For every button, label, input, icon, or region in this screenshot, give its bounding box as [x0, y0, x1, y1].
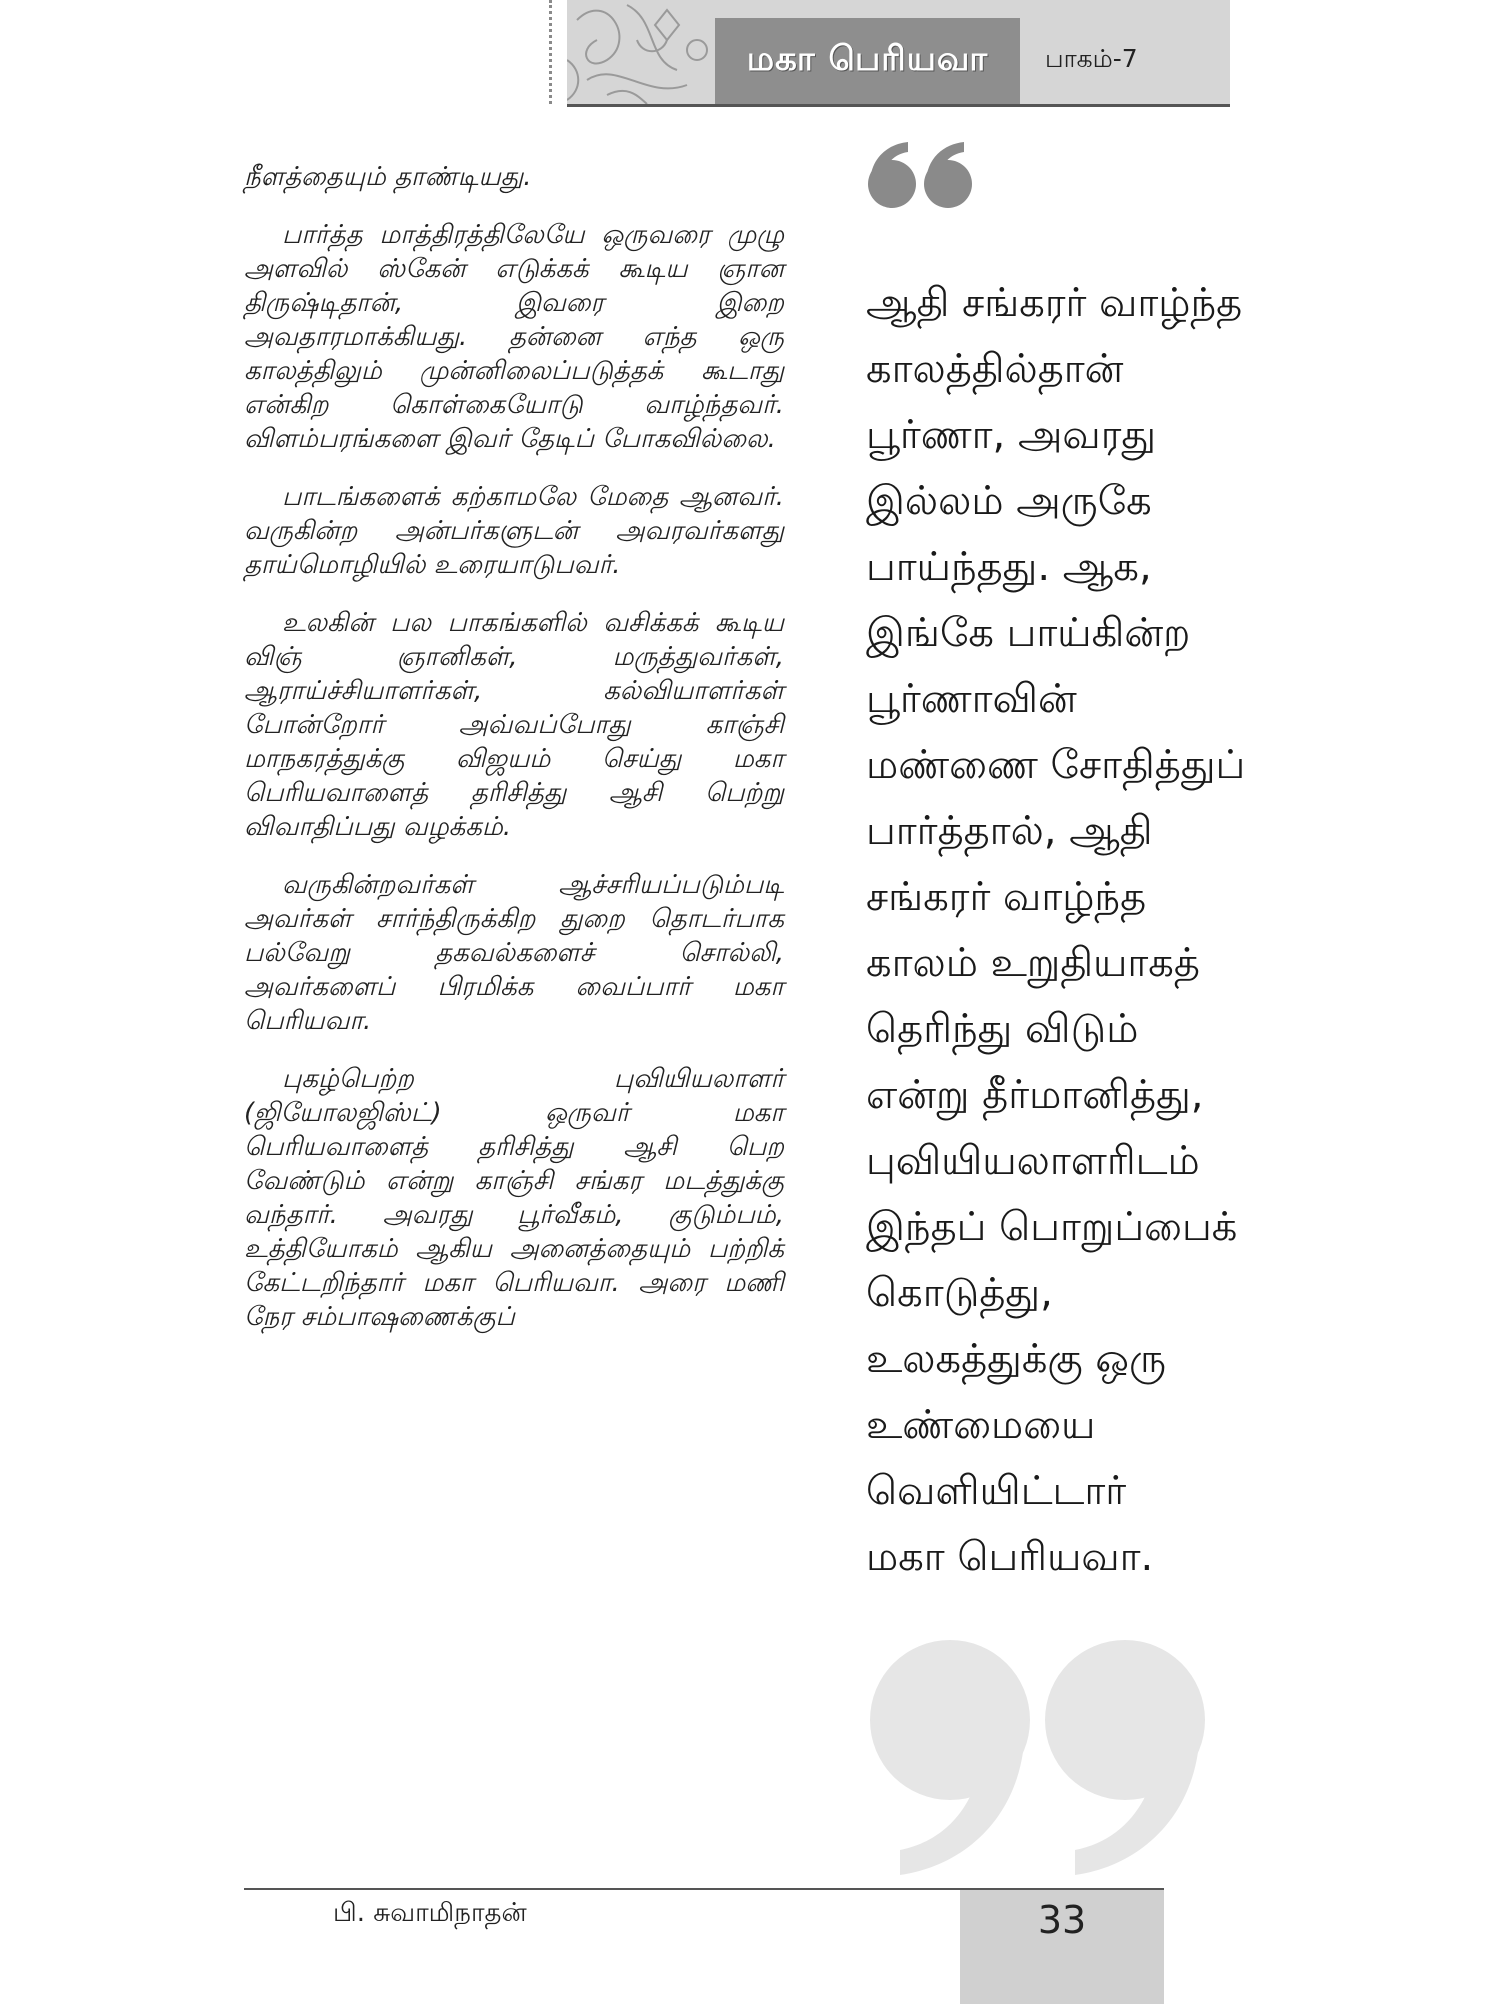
page-title: மகா பெரியவா: [746, 39, 989, 79]
pull-quote-line: பார்த்தால், ஆதி: [866, 808, 1153, 854]
pull-quote-line: புவியியலாளரிடம்: [866, 1138, 1200, 1184]
pull-quote-line: பூர்ணா, அவரது: [866, 412, 1157, 458]
pull-quote-line: இந்தப் பொறுப்பைக்: [866, 1204, 1238, 1250]
body-paragraph: நீளத்தையும் தாண்டியது.: [244, 162, 532, 192]
body-paragraph: பார்த்த மாத்திரத்திலேயே ஒருவரை முழு அளவில் ஸ்கேன் எடுக்கக் கூடிய ஞான திருஷ்டிதான், இவரை இறை அவதாரமாக்கியது. தன்னை எந்த ஒரு காலத்திலும் முன்னிலைப்படுத்தக் கூடாது என்கிற கொள்கையோடு வாழ்ந்தவர். விளம்பரங்களை இவர் தேடிப் போகவில்லை.: [244, 220, 784, 454]
pull-quote-line: சங்கரர் வாழ்ந்த: [866, 874, 1147, 920]
pull-quote-line: பாய்ந்தது. ஆக,: [866, 544, 1152, 590]
header-dotted-rule: [549, 0, 552, 104]
pull-quote-line: தெரிந்து விடும்: [866, 1006, 1139, 1052]
body-column: [244, 160, 784, 1358]
pull-quote-line: மண்ணை சோதித்துப்: [866, 742, 1246, 788]
quote-open-icon: [862, 140, 982, 210]
pull-quote-line: மகா பெரியவா.: [866, 1534, 1154, 1580]
header-bottom-rule: [567, 104, 1230, 107]
pull-quote-line: உலகத்துக்கு ஒரு: [866, 1336, 1167, 1382]
footer-author: பி. சுவாமிநாதன்: [333, 1898, 527, 1928]
pull-quote: [866, 270, 1266, 1590]
header-ornament-icon: [567, 0, 717, 104]
pull-quote-line: காலம் உறுதியாகத்: [866, 940, 1200, 986]
pull-quote-line: ஆதி சங்கரர் வாழ்ந்த: [866, 280, 1243, 326]
pull-quote-line: வெளியிட்டார்: [866, 1468, 1127, 1514]
body-paragraph: வருகின்றவர்கள் ஆச்சரியப்படும்படி அவர்கள் சார்ந்திருக்கிற துறை தொடர்பாக பல்வேறு தகவல்களைச் சொல்லி, அவர்களைப் பிரமிக்க வைப்பார் மகா பெரியவா.: [244, 870, 784, 1036]
body-paragraph: பாடங்களைக் கற்காமலே மேதை ஆனவர். வருகின்ற அன்பர்களுடன் அவரவர்களது தாய்மொழியில் உரையாடுபவர்.: [244, 482, 784, 580]
quote-close-icon: [860, 1630, 1220, 1880]
pull-quote-line: கொடுத்து,: [866, 1270, 1053, 1316]
part-label: பாகம்-7: [1045, 44, 1138, 73]
pull-quote-line: பூர்ணாவின்: [866, 676, 1077, 722]
pull-quote-line: இங்கே பாய்கின்ற: [866, 610, 1191, 656]
body-paragraph: புகழ்பெற்ற புவியியலாளர் (ஜியோலஜிஸ்ட்) ஒருவர் மகா பெரியவாளைத் தரிசித்து ஆசி பெற வேண்டும் என்று காஞ்சி சங்கர மடத்துக்கு வந்தார். அவரது பூர்வீகம், குடும்பம், உத்தியோகம் ஆகிய அனைத்தையும் பற்றிக் கேட்டறிந்தார் மகா பெரியவா. அரை மணி நேர சம்பாஷணைக்குப்: [244, 1064, 784, 1332]
header-title-box: [715, 18, 1020, 104]
pull-quote-line: உண்மையை: [866, 1402, 1096, 1448]
pull-quote-line: இல்லம் அருகே: [866, 478, 1152, 524]
footer-page-box: [960, 1890, 1164, 2004]
page-number: 33: [1037, 1898, 1087, 1942]
body-paragraph: உலகின் பல பாகங்களில் வசிக்கக் கூடிய விஞ் ஞானிகள், மருத்துவர்கள், ஆராய்ச்சியாளர்கள், கல்வியாளர்கள் போன்றோர் அவ்வப்போது காஞ்சி மாநகரத்துக்கு விஜயம் செய்து மகா பெரியவாளைத் தரிசித்து ஆசி பெற்று விவாதிப்பது வழக்கம்.: [244, 608, 784, 842]
pull-quote-line: காலத்தில்தான்: [866, 346, 1124, 392]
pull-quote-line: என்று தீர்மானித்து,: [866, 1072, 1204, 1118]
